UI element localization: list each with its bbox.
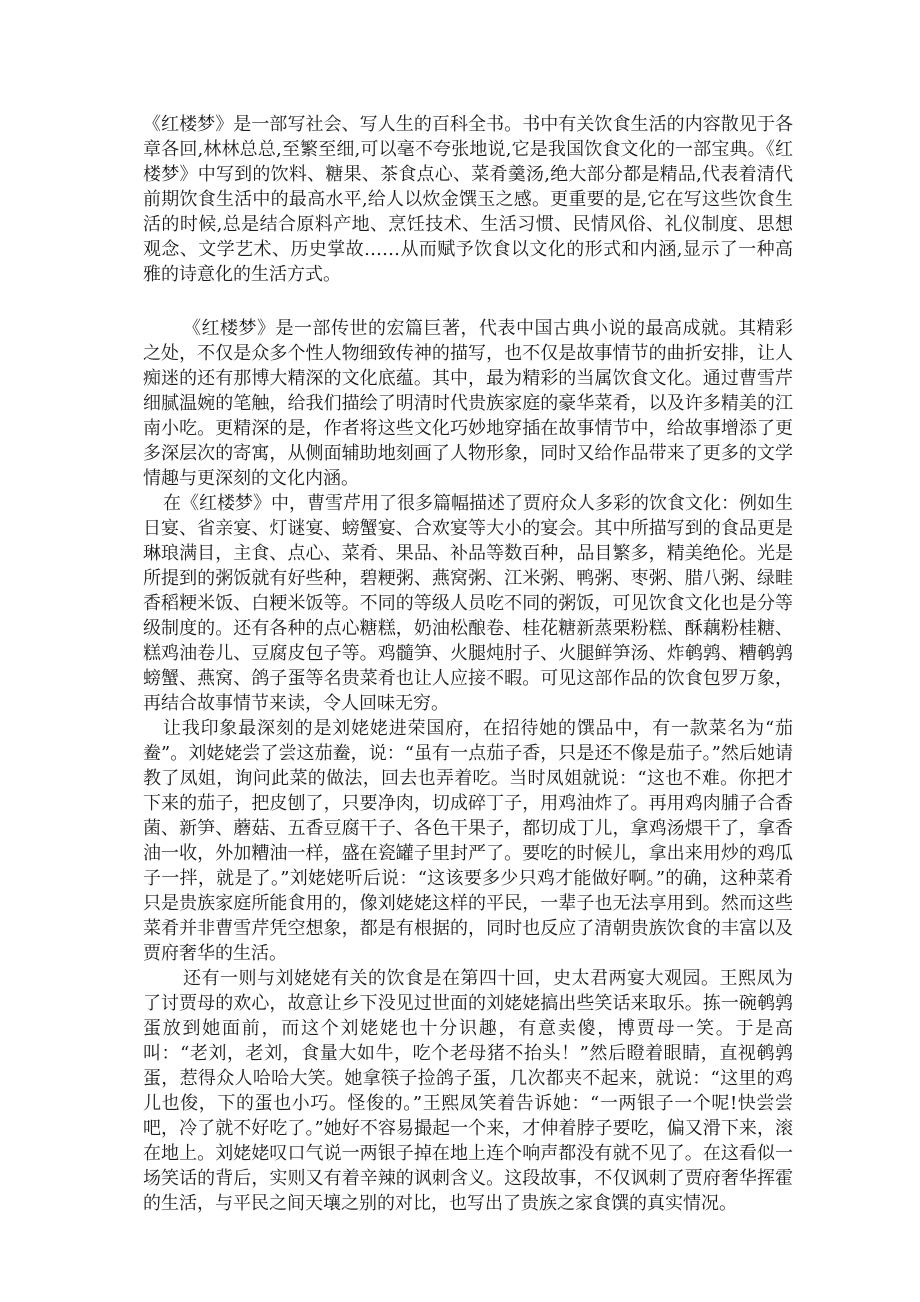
intro-paragraph: 《红楼梦》是一部写社会、写人生的百科全书。书中有关饮食生活的内容散见于各章各回,林林总总,至繁至细,可以毫不夸张地说,它是我国饮食文化的一部宝典。《红楼梦》中写到的饮料、糖果、茶食点心、菜肴羹汤,绝大部分都是精品,代表着清代前期饮食生活中的最高水平,给人以炊金馔玉之感。更重要的是,它在写这些饮食生活的时候,总是结合原料产地、烹饪技术、生活习惯、民情风俗、礼仪制度、思想观念、文学艺术、历史掌故……从而赋予饮食以文化的形式和内涵,显示了一种高雅的诗意化的生活方式。 bbox=[143, 114, 793, 285]
paragraph-2: 在《红楼梦》中，曹雪芹用了很多篇幅描述了贾府众人多彩的饮食文化：例如生日宴、省亲宴、灯谜宴、螃蟹宴、合欢宴等大小的宴会。其中所描写到的食品更是琳琅满目，主食、点心、菜肴、果品、补品等数百种，品目繁多，精美绝伦。光是所提到的粥饭就有好些种，碧粳粥、燕窝粥、江米粥、鸭粥、枣粥、腊八粥、绿畦香稻粳米饭、白粳米饭等。不同的等级人员吃不同的粥饭，可见饮食文化也是分等级制度的。还有各种的点心糖糕，奶油松酿卷、桂花糖新蒸栗粉糕、酥藕粉桂糖、糕鸡油卷儿、豆腐皮包子等。鸡髓笋、火腿炖肘子、火腿鲜笋汤、炸鹌鹑、糟鹌鹑螃蟹、燕窝、鸽子蛋等名贵菜肴也让人应接不暇。可见这部作品的饮食包罗万象，再结合故事情节来读，令人回味无穷。 bbox=[143, 493, 793, 714]
paragraph-3: 让我印象最深刻的是刘姥姥进荣国府，在招待她的馔品中，有一款菜名为“茄鲞”。刘姥姥尝了尝这茄鲞，说：“虽有一点茄子香，只是还不像是茄子。”然后她请教了凤姐，询问此菜的做法，回去也弄着吃。当时凤姐就说：“这也不难。你把才下来的茄子，把皮刨了，只要净肉，切成碎丁子，用鸡油炸了。再用鸡肉脯子合香菌、新笋、蘑菇、五香豆腐干子、各色干果子，都切成丁儿，拿鸡汤煨干了，拿香油一收，外加糟油一样，盛在瓷罐子里封严了。要吃的时候儿，拿出来用炒的鸡瓜子一拌，就是了。”刘姥姥听后说：“这该要多少只鸡才能做好啊。”的确，这种菜肴只是贵族家庭所能食用的，像刘姥姥这样的平民，一辈子也无法享用到。然而这些菜肴并非曹雪芹凭空想象，都是有根据的，同时也反应了清朝贵族饮食的丰富以及贾府奢华的生活。 bbox=[143, 718, 793, 964]
intro-section bbox=[143, 112, 793, 287]
essay-section bbox=[143, 316, 793, 1216]
paragraph-4: 还有一则与刘姥姥有关的饮食是在第四十回，史太君两宴大观园。王熙凤为了讨贾母的欢心，故意让乡下没见过世面的刘姥姥搞出些笑话来取乐。拣一碗鹌鹑蛋放到她面前，而这个刘姥姥也十分识趣，有意卖傻，博贾母一笑。于是高叫：“老刘，老刘，食量大如牛，吃个老母猪不抬头！”然后瞪着眼睛，直视鹌鹑蛋，惹得众人哈哈大笑。她拿筷子捡鸽子蛋，几次都夹不起来，就说：“这里的鸡儿也俊，下的蛋也小巧。怪俊的。”王熙凤笑着告诉她：“一两银子一个呢!快尝尝吧，冷了就不好吃了。”她好不容易撮起一个来，才伸着脖子要吃，偏又滑下来，滚在地上。刘姥姥叹口气说一两银子掉在地上连个响声都没有就不见了。在这看似一场笑话的背后，实则又有着辛辣的讽刺含义。这段故事，不仅讽刺了贾府奢华挥霍的生活，与平民之间天壤之别的对比，也写出了贵族之家食馔的真实情况。 bbox=[143, 968, 793, 1214]
paragraph-1: 《红楼梦》是一部传世的宏篇巨著，代表中国古典小说的最高成就。其精彩之处，不仅是众多个性人物细致传神的描写，也不仅是故事情节的曲折安排，让人痴迷的还有那博大精深的文化底蕴。其中，最为精彩的当属饮食文化。通过曹雪芹细腻温婉的笔触，给我们描绘了明清时代贵族家庭的豪华菜肴，以及许多精美的江南小吃。更精深的是，作者将这些文化巧妙地穿插在故事情节中，给故事增添了更多深层次的寄寓，从侧面辅助地刻画了人物形象，同时又给作品带来了更多的文学情趣与更深刻的文化内涵。 bbox=[143, 318, 793, 489]
